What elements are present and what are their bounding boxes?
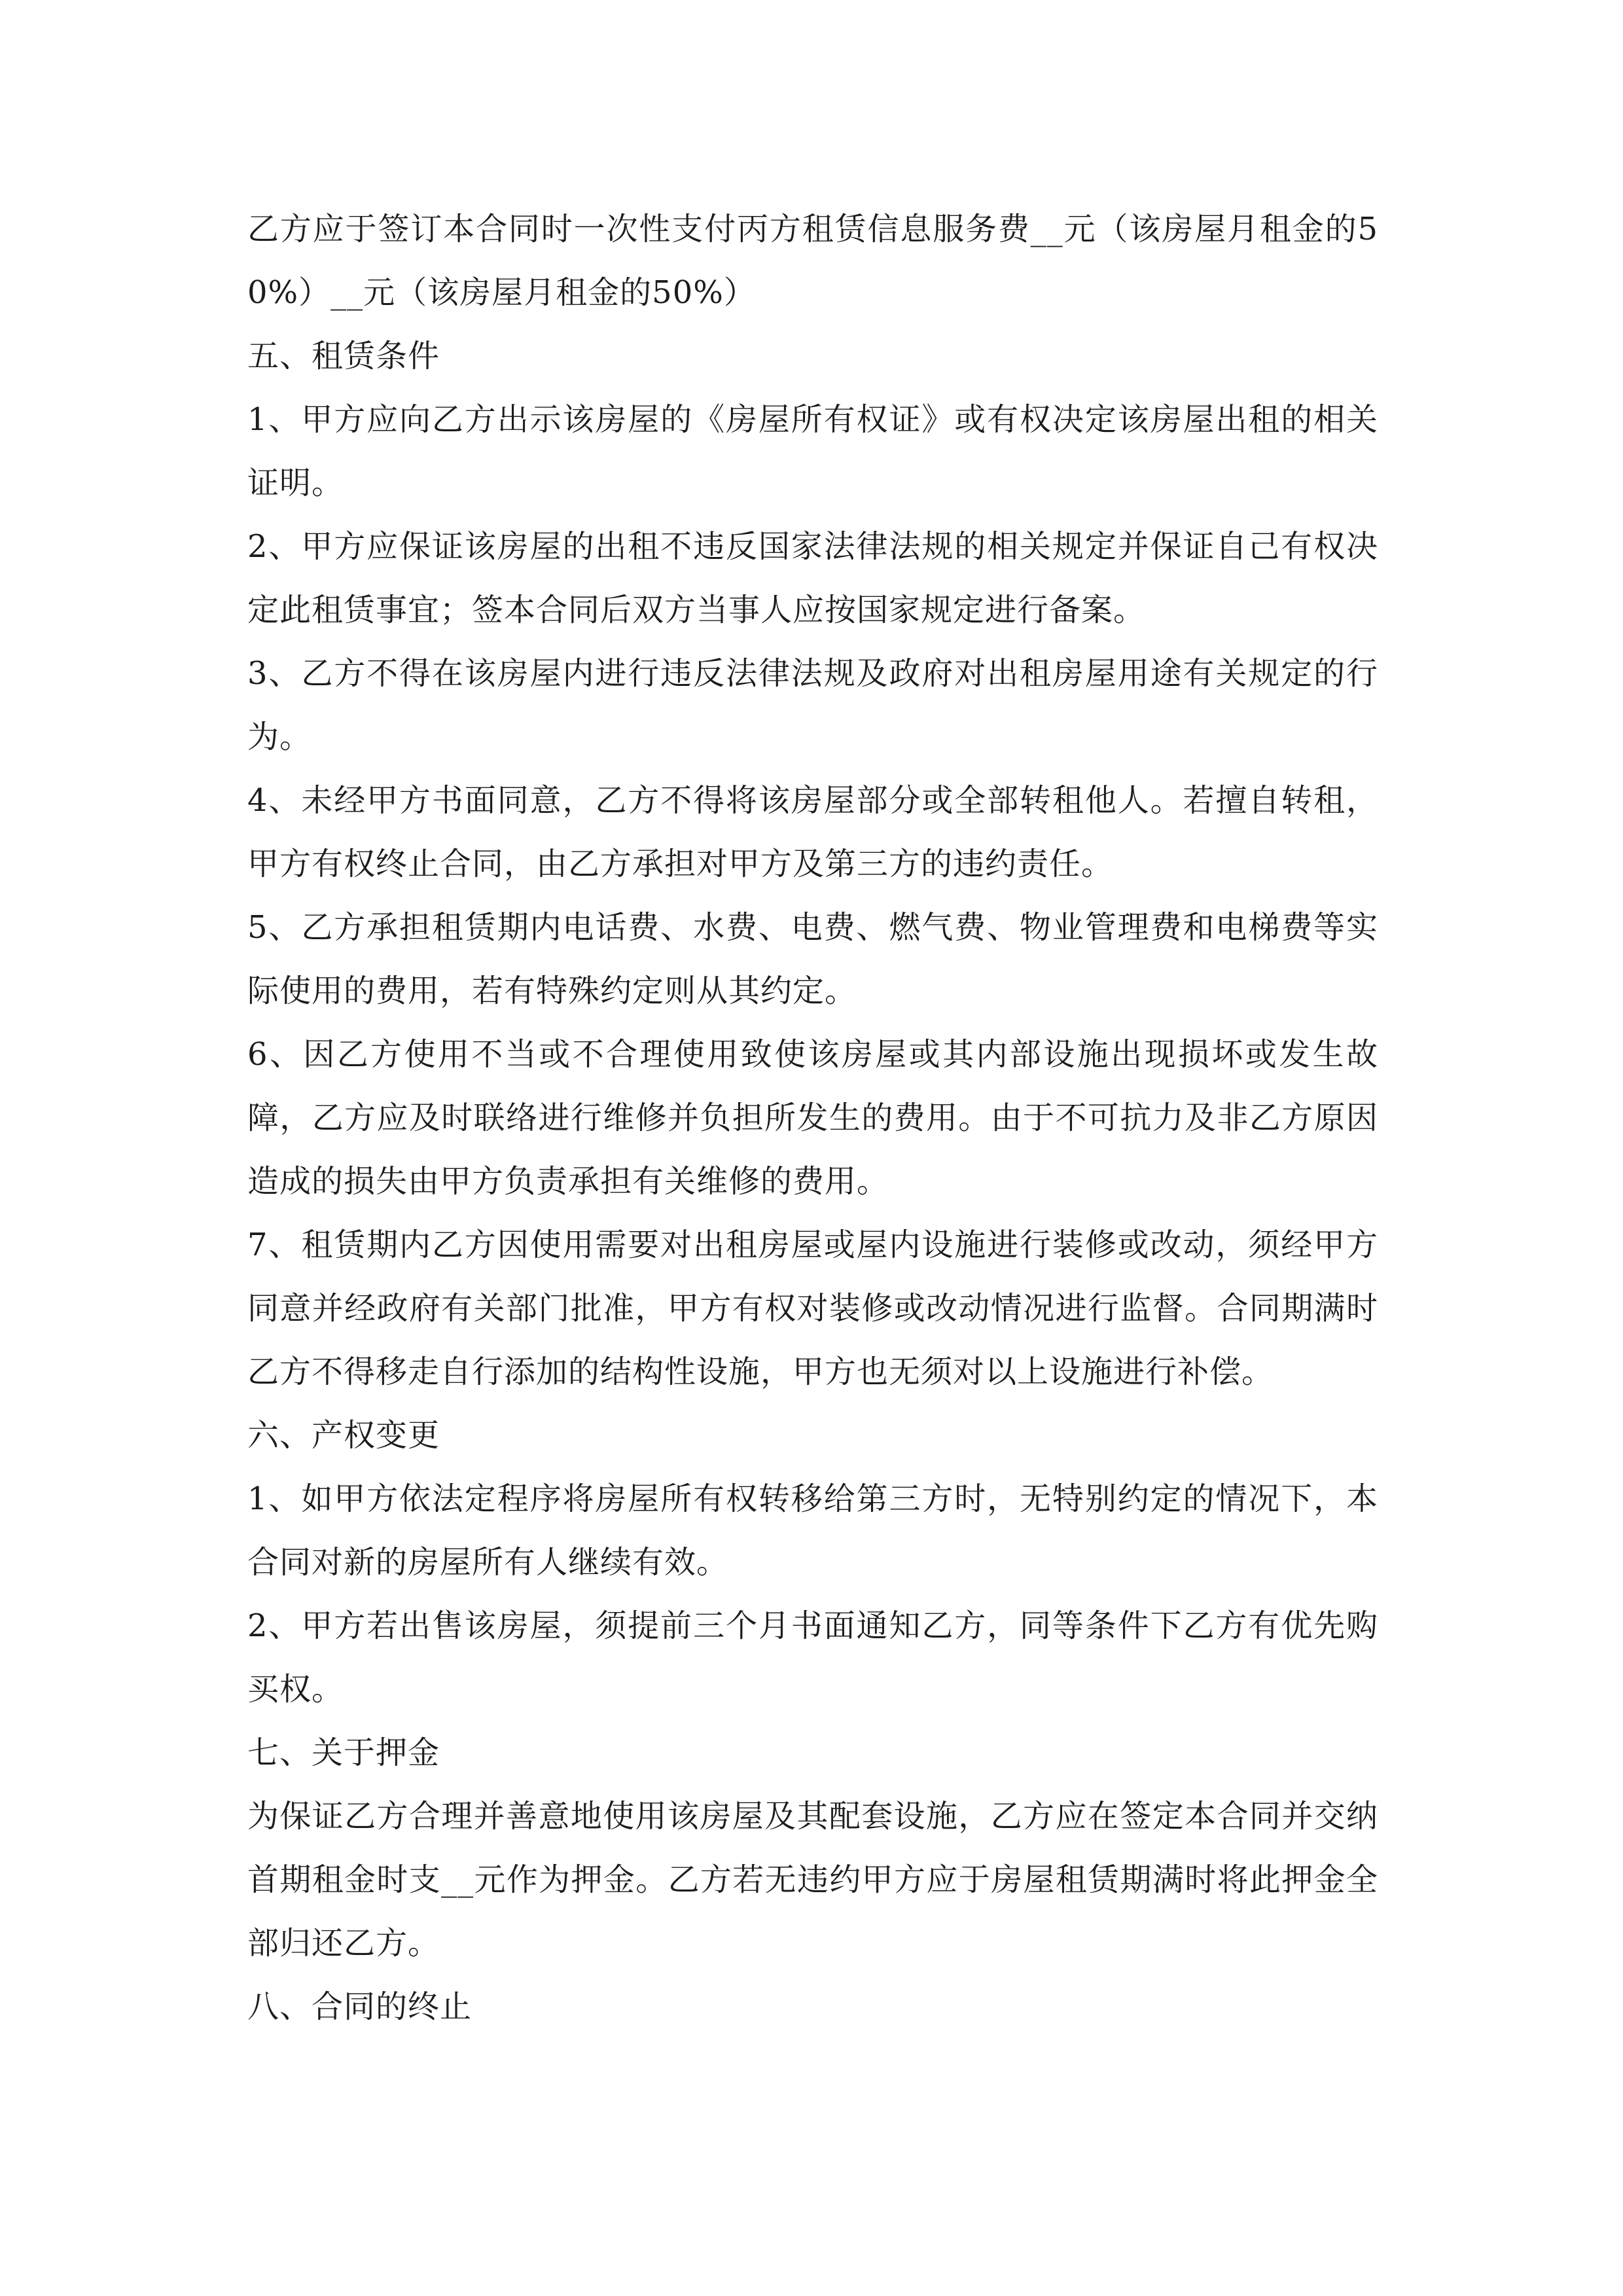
clause-5-4: 4、未经甲方书面同意，乙方不得将该房屋部分或全部转租他人。若擅自转租，甲方有权终止合同，由乙方承担对甲方及第三方的违约责任。: [247, 782, 1378, 882]
clause-6-1: 1、如甲方依法定程序将房屋所有权转移给第三方时，无特别约定的情况下，本合同对新的房屋所有人继续有效。: [247, 1480, 1378, 1581]
section-heading-property-change: 六、产权变更: [247, 1417, 440, 1454]
clause-5-2: 2、甲方应保证该房屋的出租不违反国家法律法规的相关规定并保证自己有权决定此租赁事宜；签本合同后双方当事人应按国家规定进行备案。: [247, 528, 1378, 628]
section-heading-termination: 八、合同的终止: [247, 1988, 473, 2025]
clause-7-deposit: 为保证乙方合理并善意地使用该房屋及其配套设施，乙方应在签定本合同并交纳首期租金时支__元作为押金。乙方若无违约甲方应于房屋租赁期满时将此押金全部归还乙方。: [247, 1798, 1378, 1962]
clause-5-5: 5、乙方承担租赁期内电话费、水费、电费、燃气费、物业管理费和电梯费等实际使用的费用，若有特殊约定则从其约定。: [247, 909, 1378, 1009]
clause-5-6: 6、因乙方使用不当或不合理使用致使该房屋或其内部设施出现损坏或发生故障，乙方应及时联络进行维修并负担所发生的费用。由于不可抗力及非乙方原因造成的损失由甲方负责承担有关维修的费用。: [247, 1036, 1378, 1200]
clause-5-7: 7、租赁期内乙方因使用需要对出租房屋或屋内设施进行装修或改动，须经甲方同意并经政府有关部门批准，甲方有权对装修或改动情况进行监督。合同期满时乙方不得移走自行添加的结构性设施，甲方也无须对以上设施进行补偿。: [247, 1227, 1378, 1390]
section-heading-deposit: 七、关于押金: [247, 1734, 440, 1771]
clause-5-1: 1、甲方应向乙方出示该房屋的《房屋所有权证》或有权决定该房屋出租的相关证明。: [247, 401, 1378, 501]
clause-6-2: 2、甲方若出售该房屋，须提前三个月书面通知乙方，同等条件下乙方有优先购买权。: [247, 1607, 1378, 1708]
clause-5-3: 3、乙方不得在该房屋内进行违反法律法规及政府对出租房屋用途有关规定的行为。: [247, 655, 1378, 755]
document-body: [247, 198, 1378, 2039]
section-heading-lease-conditions: 五、租赁条件: [247, 338, 440, 374]
paragraph-service-fee: 乙方应于签订本合同时一次性支付丙方租赁信息服务费__元（该房屋月租金的50%）__元（该房屋月租金的50%）: [247, 211, 1378, 311]
